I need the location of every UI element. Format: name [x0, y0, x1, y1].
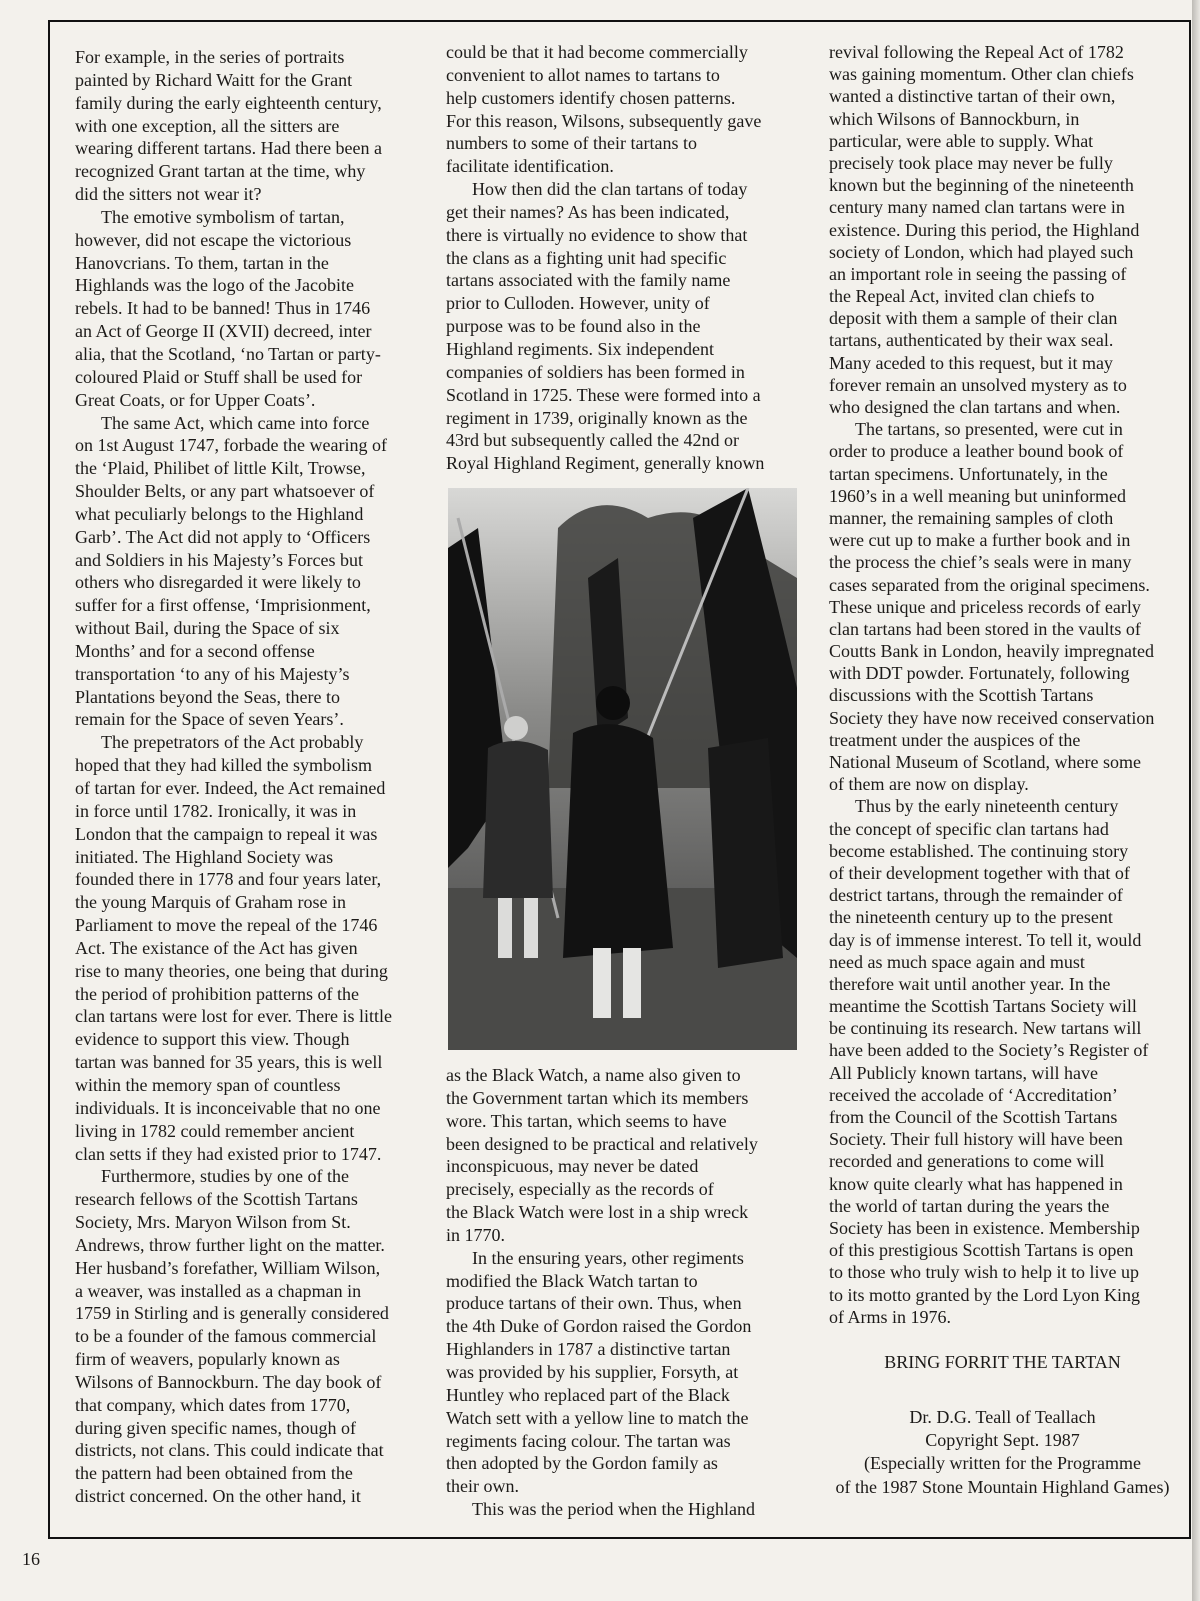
text-line: were cut up to make a further book and in	[829, 530, 1131, 551]
text-line: coloured Plaid or Stuff shall be used for	[75, 366, 363, 387]
text-line: could be that it had become commercially	[446, 42, 748, 62]
text-line: Society has been in existence. Membership	[829, 1217, 1140, 1238]
text-line: hoped that they had killed the symbolism	[75, 755, 372, 776]
text-line: there is virtually no evidence to show that	[446, 224, 748, 245]
text-line: forever remain an unsolved mystery as to	[829, 374, 1127, 395]
text-line: initiated. The Highland Society was	[75, 846, 334, 867]
text-line: In the ensuring years, other regiments	[472, 1247, 744, 1268]
text-line: inconspicuous, may never be dated	[446, 1156, 699, 1177]
note-line-2: of the 1987 Stone Mountain Highland Games)	[835, 1477, 1170, 1497]
text-line: within the memory span of countless	[75, 1074, 341, 1095]
text-column-2-top	[446, 41, 794, 475]
text-line: Plantations beyond the Seas, there to	[75, 686, 340, 707]
text-line: received the accolade of ‘Accreditation’	[829, 1084, 1118, 1105]
text-line: prior to Culloden. However, unity of	[446, 293, 710, 314]
text-line: known but the beginning of the nineteenth	[829, 175, 1134, 196]
text-line: the 4th Duke of Gordon raised the Gordon	[446, 1316, 752, 1337]
text-line: evidence to support this view. Though	[75, 1029, 350, 1050]
text-line: The emotive symbolism of tartan,	[101, 206, 345, 227]
text-line: rebels. It had to be banned! Thus in 1746	[75, 298, 371, 319]
text-line: rise to many theories, one being that during	[75, 960, 388, 981]
text-line: produce tartans of their own. Thus, when	[446, 1293, 742, 1314]
text-line: remain for the Space of seven Years’.	[75, 709, 344, 730]
text-line: the clans as a fighting unit had specific	[446, 247, 727, 268]
text-line: transportation ‘to any of his Majesty’s	[75, 663, 350, 684]
copyright-line: Copyright Sept. 1987	[925, 1430, 1080, 1450]
text-line: London that the campaign to repeal it was	[75, 823, 378, 844]
text-line: discussions with the Scottish Tartans	[829, 685, 1094, 706]
text-line: deposit with them a sample of their clan	[829, 308, 1118, 329]
text-line: without Bail, during the Space of six	[75, 618, 340, 639]
text-line: For this reason, Wilsons, subsequently gave	[446, 110, 762, 131]
text-line: clan setts if they had existed prior to 1747.	[75, 1143, 382, 1164]
text-line: the period of prohibition patterns of the	[75, 983, 359, 1004]
text-line: 43rd but subsequently called the 42nd or	[446, 430, 739, 451]
text-line: Highlands was the logo of the Jacobite	[75, 275, 354, 296]
text-line: have been added to the Society’s Register of	[829, 1040, 1149, 1061]
text-line: companies of soldiers has been formed in	[446, 361, 745, 382]
text-line: from the Council of the Scottish Tartans	[829, 1107, 1118, 1127]
text-line: the process the chief’s seals were in many	[829, 552, 1132, 573]
text-line: manner, the remaining samples of cloth	[829, 507, 1114, 528]
text-line: the concept of specific clan tartans had	[829, 818, 1109, 839]
note-line-1: (Especially written for the Programme	[864, 1453, 1141, 1473]
text-line: precisely, especially as the records of	[446, 1179, 714, 1200]
text-line: their own.	[446, 1476, 519, 1497]
text-line: the world of tartan during the years the	[829, 1195, 1110, 1216]
text-line: get their names? As has been indicated,	[446, 201, 730, 222]
text-column-2-bottom	[446, 1064, 794, 1521]
text-line: These unique and priceless records of early	[829, 596, 1141, 617]
text-line: Royal Highland Regiment, generally known	[446, 453, 765, 474]
text-line: district concerned. On the other hand, it	[75, 1486, 361, 1507]
text-line: cases separated from the original specimens.	[829, 574, 1150, 595]
text-line: Society. Their full history will have been	[829, 1129, 1123, 1150]
text-line: tartan specimens. Unfortunately, in the	[829, 463, 1108, 484]
text-line: of this prestigious Scottish Tartans is open	[829, 1240, 1134, 1261]
closing-motto: BRING FORRIT THE TARTAN	[884, 1352, 1121, 1372]
text-line: of tartan for ever. Indeed, the Act remained	[75, 778, 386, 798]
text-line: century many named clan tartans were in	[829, 197, 1125, 218]
text-line: Many aceded to this request, but it may	[829, 352, 1113, 373]
text-line: districts, not clans. This could indicate that	[75, 1440, 384, 1461]
text-line: Parliament to move the repeal of the 1746	[75, 915, 378, 936]
text-line: Watch sett with a yellow line to match the	[446, 1407, 749, 1428]
text-line: an important role in seeing the passing of	[829, 263, 1127, 284]
text-line: to those who truly wish to help it to live up	[829, 1262, 1139, 1283]
text-line: research fellows of the Scottish Tartans	[75, 1189, 358, 1210]
text-line: order to produce a leather bound book of	[829, 441, 1124, 462]
text-line: convenient to allot names to tartans to	[446, 64, 720, 85]
text-line: with one exception, all the sitters are	[75, 115, 340, 136]
text-line: The same Act, which came into force	[101, 412, 370, 433]
text-line: Hanovcrians. To them, tartan in the	[75, 252, 329, 273]
text-line: did the sitters not wear it?	[75, 184, 262, 205]
text-line: modified the Black Watch tartan to	[446, 1270, 698, 1291]
text-line: Furthermore, studies by one of the	[101, 1166, 349, 1187]
text-line: existence. During this period, the Highland	[829, 219, 1140, 240]
text-line: Highland regiments. Six independent	[446, 338, 714, 359]
text-line: however, did not escape the victorious	[75, 229, 352, 250]
text-line: founded there in 1778 and four years later,	[75, 869, 382, 890]
text-line: Wilsons of Bannockburn. The day book of	[75, 1371, 382, 1392]
text-line: purpose was to be found also in the	[446, 316, 701, 337]
text-line: tartans, authenticated by their wax seal.	[829, 330, 1114, 351]
text-line: The prepetrators of the Act probably	[101, 732, 364, 753]
text-line: day is of immense interest. To tell it, would	[829, 929, 1142, 950]
text-line: family during the early eighteenth century,	[75, 92, 382, 113]
text-line: others who disregarded it were likely to	[75, 572, 361, 593]
text-line: tartan was banned for 35 years, this is well	[75, 1052, 383, 1073]
text-line: This was the period when the Highland	[472, 1499, 755, 1520]
text-line: the young Marquis of Graham rose in	[75, 892, 346, 913]
text-line: Act. The existance of the Act has given	[75, 937, 358, 958]
text-line: the Government tartan which its members	[446, 1087, 749, 1108]
text-line: of their development together with that of	[829, 862, 1130, 883]
text-line: of Arms in 1976.	[829, 1306, 952, 1327]
text-line: Thus by the early nineteenth century	[855, 796, 1119, 817]
photo-pipers-with-flags	[448, 488, 797, 1050]
page-edge	[1192, 0, 1200, 1601]
text-line: Months’ and for a second offense	[75, 640, 315, 661]
text-line: tartans associated with the family name	[446, 270, 731, 291]
text-line: meantime the Scottish Tartans Society will	[829, 996, 1137, 1017]
text-line: and Soldiers in his Majesty’s Forces but	[75, 549, 363, 570]
text-line: wore. This tartan, which seems to have	[446, 1110, 727, 1131]
text-line: the ‘Plaid, Philibet of little Kilt, Trowse,	[75, 458, 366, 479]
text-line: become established. The continuing story	[829, 840, 1129, 861]
text-line: Highlanders in 1787 a distinctive tartan	[446, 1339, 731, 1360]
text-line: the Black Watch were lost in a ship wreck	[446, 1202, 749, 1223]
text-line: numbers to some of their tartans to	[446, 133, 697, 154]
author-name: Dr. D.G. Teall of Teallach	[909, 1407, 1096, 1427]
text-line: to its motto granted by the Lord Lyon King	[829, 1284, 1140, 1305]
text-line: treatment under the auspices of the	[829, 729, 1081, 750]
text-line: precisely took place may never be fully	[829, 152, 1113, 173]
text-column-3	[829, 41, 1181, 1328]
text-line: Great Coats, or for Upper Coats’.	[75, 389, 316, 410]
text-line: a weaver, was installed as a chapman in	[75, 1280, 362, 1301]
text-line: regiments facing colour. The tartan was	[446, 1430, 731, 1451]
text-column-1	[75, 46, 433, 1508]
text-line: the Repeal Act, invited clan chiefs to	[829, 286, 1095, 307]
text-line: the pattern had been obtained from the	[75, 1463, 353, 1484]
text-line: the nineteenth century up to the present	[829, 907, 1113, 928]
text-line: How then did the clan tartans of today	[472, 179, 748, 200]
text-line: that company, which dates from 1770,	[75, 1394, 351, 1415]
text-line: destrict tartans, through the remainder of	[829, 885, 1123, 906]
text-line: to be a founder of the famous commercial	[75, 1326, 377, 1347]
page-number: 16	[22, 1549, 40, 1569]
text-line: alia, that the Scotland, ‘no Tartan or party-	[75, 343, 381, 364]
text-line: in 1770.	[446, 1224, 506, 1245]
text-line: individuals. It is inconceivable that no one	[75, 1097, 381, 1118]
text-line: recorded and generations to come will	[829, 1151, 1105, 1172]
text-line: with DDT powder. Fortunately, following	[829, 663, 1130, 684]
text-line: Shoulder Belts, or any part whatsoever of	[75, 481, 375, 502]
text-line: suffer for a first offense, ‘Imprisionment,	[75, 595, 371, 616]
text-line: Society, Mrs. Maryon Wilson from St.	[75, 1212, 351, 1233]
text-line: For example, in the series of portraits	[75, 47, 345, 67]
text-line: an Act of George II (XVII) decreed, inter	[75, 321, 372, 342]
text-line: Her husband’s forefather, William Wilson,	[75, 1257, 381, 1278]
text-line: Garb’. The Act did not apply to ‘Officers	[75, 526, 371, 547]
text-line: which Wilsons of Bannockburn, in	[829, 108, 1080, 129]
text-line: was provided by his supplier, Forsyth, at	[446, 1361, 739, 1382]
text-line: clan tartans had been stored in the vaults of	[829, 618, 1141, 639]
text-line: Andrews, throw further light on the matter.	[75, 1234, 385, 1255]
text-line: what peculiarly belongs to the Highland	[75, 503, 364, 524]
text-line: clan tartans were lost for ever. There is little	[75, 1006, 393, 1027]
text-line: 1759 in Stirling and is generally considered	[75, 1303, 389, 1324]
text-line: particular, were able to supply. What	[829, 130, 1094, 151]
text-line: 1960’s in a well meaning but uninformed	[829, 485, 1126, 506]
text-line: on 1st August 1747, forbade the wearing of	[75, 435, 387, 456]
text-line: living in 1782 could remember ancient	[75, 1120, 355, 1141]
text-line: facilitate identification.	[446, 156, 614, 177]
text-line: help customers identify chosen patterns.	[446, 87, 736, 108]
photo-image	[448, 488, 797, 1050]
text-line: in force until 1782. Ironically, it was in	[75, 800, 357, 821]
text-line: The tartans, so presented, were cut in	[855, 419, 1123, 440]
text-line: National Museum of Scotland, where some	[829, 752, 1141, 772]
text-line: regiment in 1739, originally known as the	[446, 407, 748, 428]
text-line: wearing different tartans. Had there been a	[75, 138, 383, 159]
text-line: of them are now on display.	[829, 774, 1029, 795]
text-line: wanted a distinctive tartan of their own,	[829, 86, 1116, 107]
text-line: revival following the Repeal Act of 1782	[829, 42, 1124, 62]
text-line: firm of weavers, popularly known as	[75, 1349, 340, 1370]
text-line: society of London, which had played such	[829, 241, 1134, 262]
text-line: then adopted by the Gordon family as	[446, 1453, 718, 1474]
text-line: who designed the clan tartans and when.	[829, 397, 1121, 417]
text-line: need as much space again and must	[829, 951, 1085, 972]
text-line: Scotland in 1725. These were formed into a	[446, 384, 761, 405]
text-line: painted by Richard Waitt for the Grant	[75, 69, 353, 90]
text-line: as the Black Watch, a name also given to	[446, 1065, 741, 1085]
text-line: All Publicly known tartans, will have	[829, 1062, 1098, 1083]
text-line: Coutts Bank in London, heavily impregnated	[829, 641, 1154, 662]
text-line: Huntley who replaced part of the Black	[446, 1384, 730, 1405]
text-line: been designed to be practical and relatively	[446, 1133, 758, 1154]
text-line: therefore wait until another year. In the	[829, 973, 1111, 994]
text-line: recognized Grant tartan at the time, why	[75, 161, 366, 182]
text-line: during given specific names, though of	[75, 1417, 356, 1438]
text-line: be continuing its research. New tartans will	[829, 1018, 1142, 1039]
text-line: know quite clearly what has happened in	[829, 1173, 1123, 1194]
text-line: was gaining momentum. Other clan chiefs	[829, 64, 1134, 85]
text-line: Society they have now received conservation	[829, 707, 1155, 728]
